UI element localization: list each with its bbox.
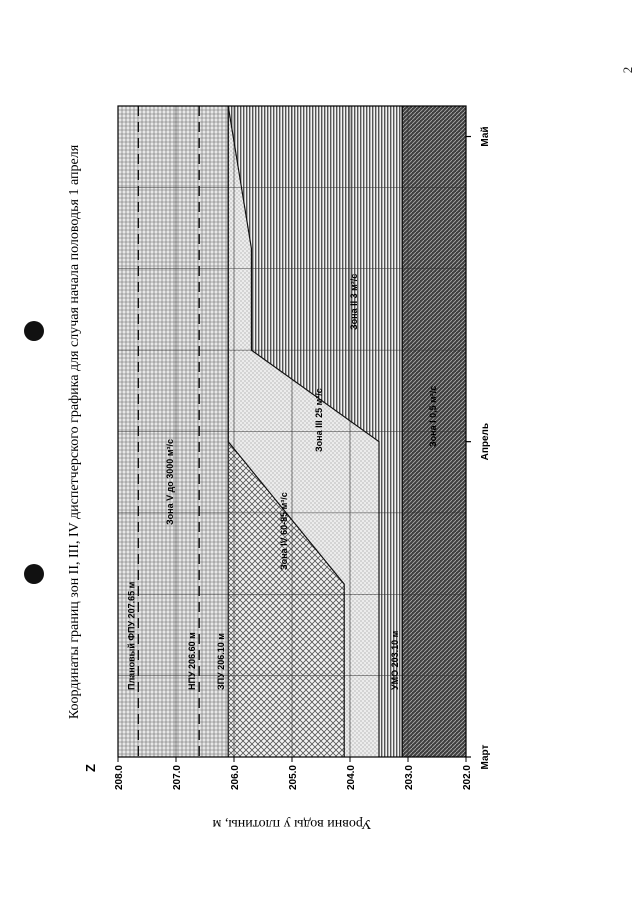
level-tick-label: 205.0 xyxy=(288,765,299,791)
label-zone-4: Зона IV 60-85 м³/с xyxy=(279,492,289,570)
level-tick-label: 208.0 xyxy=(114,765,125,791)
label-zone-1: Зона I 0,5 м³/с xyxy=(428,385,438,447)
level-tick-label: 203.0 xyxy=(404,765,415,791)
month-label: Март xyxy=(480,744,491,770)
level-tick-label: 206.0 xyxy=(230,765,241,791)
month-label: Май xyxy=(480,126,491,147)
level-tick-label: 202.0 xyxy=(462,765,473,791)
level-tick-label: 204.0 xyxy=(346,765,357,791)
page-number: 2 xyxy=(620,66,635,74)
label-zpu: ЗПУ 206.10 м xyxy=(216,633,227,690)
level-axis-title: Уровни воды у плотины, м xyxy=(212,816,372,831)
label-umo: УМО 203.10 м xyxy=(390,630,401,690)
label-zone-2: Зона II 3 м³/с xyxy=(349,273,359,330)
label-npu: НПУ 206.60 м xyxy=(187,632,198,690)
chart-title: Координаты границ зон II, III, IV диспетчерского графика для случая начала половодья 1 апреля xyxy=(67,144,82,720)
label-zone-5: Зона V до 3000 м³/с xyxy=(165,439,175,525)
corner-label: Z xyxy=(83,764,98,772)
month-label: Апрель xyxy=(480,422,491,461)
label-fpu: Плановый ФПУ 207.65 м xyxy=(126,581,137,690)
level-tick-label: 207.0 xyxy=(172,765,183,791)
label-zone-3: Зона III 25 м³/с xyxy=(314,388,324,452)
